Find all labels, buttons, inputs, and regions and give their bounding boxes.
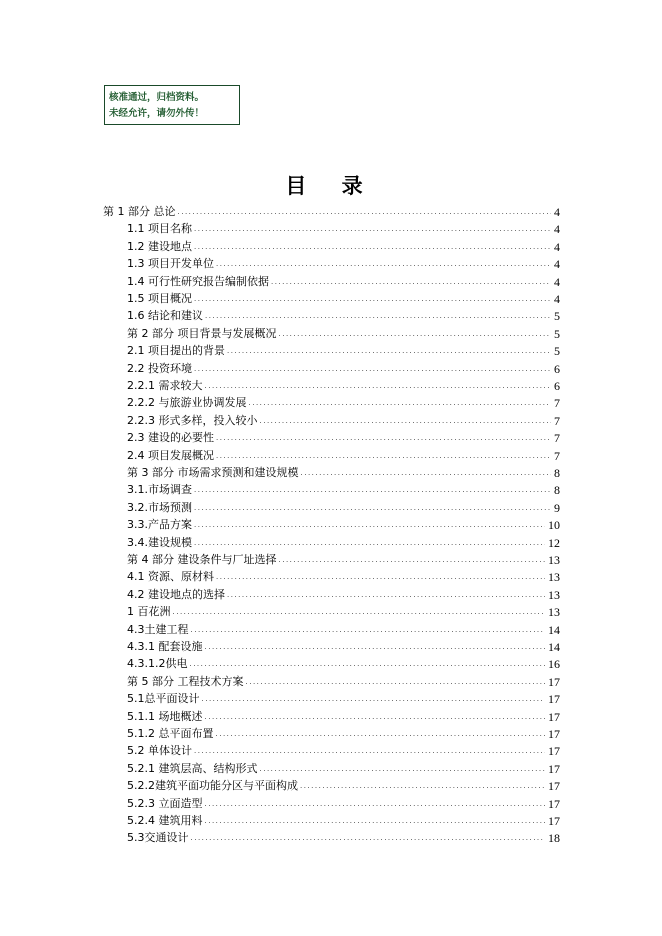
toc-leader-dots	[194, 241, 551, 254]
toc-entry-page: 6	[554, 379, 560, 393]
toc-entry[interactable]	[103, 202, 560, 219]
toc-entry[interactable]	[127, 637, 560, 654]
toc-entry[interactable]	[127, 741, 560, 758]
toc-entry-label: 3.2.市场预测	[127, 500, 192, 514]
toc-entry-label: 5.1总平面设计	[127, 692, 200, 706]
toc-entry[interactable]	[127, 219, 560, 236]
toc-entry-label: 5.2.1 建筑层高、结构形式	[127, 761, 258, 775]
toc-entry-label: 第 2 部分 项目背景与发展概况	[127, 326, 277, 340]
toc-entry-page: 4	[554, 239, 560, 254]
toc-entry-label: 1.1 项目名称	[127, 222, 192, 236]
toc-leader-dots	[205, 711, 546, 724]
toc-entry-label: 1 百花洲	[127, 605, 171, 619]
toc-entry-label: 5.2 单体设计	[127, 744, 192, 758]
toc-entry-page: 7	[554, 448, 560, 463]
toc-leader-dots	[194, 223, 551, 236]
toc-entry-label: 5.2.3 立面造型	[127, 796, 203, 810]
toc-entry[interactable]	[127, 828, 560, 845]
toc-entry-page: 16	[548, 657, 560, 672]
toc-leader-dots	[216, 450, 551, 463]
toc-entry[interactable]	[127, 393, 560, 410]
toc-entry[interactable]	[127, 707, 560, 724]
toc-entry-page: 7	[554, 396, 560, 411]
toc-entry[interactable]	[127, 411, 560, 428]
toc-entry-label: 2.2.2 与旅游业协调发展	[127, 396, 247, 410]
toc-entry-page: 4	[554, 274, 560, 289]
toc-entry-page: 12	[548, 535, 560, 550]
toc-entry-page: 5	[554, 344, 560, 359]
toc-entry-page: 14	[548, 640, 560, 654]
toc-entry-label: 2.4 项目发展概况	[127, 448, 214, 462]
toc-entry-label: 第 5 部分 工程技术方案	[127, 674, 244, 688]
toc-leader-dots	[191, 832, 546, 845]
toc-leader-dots	[260, 415, 552, 428]
toc-entry-page: 9	[554, 500, 560, 515]
toc-entry-page: 7	[554, 413, 560, 428]
toc-leader-dots	[216, 571, 545, 584]
toc-entry[interactable]	[127, 550, 560, 567]
toc-entry-label: 1.2 建设地点	[127, 239, 192, 253]
toc-leader-dots	[189, 658, 545, 671]
toc-entry[interactable]	[127, 776, 560, 793]
toc-leader-dots	[205, 641, 546, 654]
toc-entry[interactable]	[127, 428, 560, 445]
toc-entry-label: 5.1.1 场地概述	[127, 709, 203, 723]
toc-entry-page: 17	[548, 709, 560, 724]
toc-entry-label: 2.2 投资环境	[127, 361, 192, 375]
toc-entry-page: 13	[548, 587, 560, 602]
toc-entry-page: 6	[554, 361, 560, 376]
toc-entry-page: 17	[548, 761, 560, 776]
toc-entry-page: 13	[548, 553, 560, 567]
toc-entry-label: 第 1 部分 总论	[103, 205, 176, 218]
toc-leader-dots	[216, 432, 551, 445]
toc-entry-page: 8	[554, 466, 560, 480]
toc-leader-dots	[246, 676, 546, 689]
toc-entry[interactable]	[127, 811, 560, 828]
toc-entry-label: 3.3.产品方案	[127, 518, 192, 532]
toc-leader-dots	[173, 606, 546, 619]
toc-entry-page: 4	[554, 292, 560, 306]
toc-entry[interactable]	[127, 289, 560, 306]
toc-entry-label: 1.6 结论和建议	[127, 309, 203, 323]
toc-entry[interactable]	[127, 341, 560, 358]
toc-entry-page: 18	[548, 831, 560, 846]
toc-entry[interactable]	[127, 794, 560, 811]
page-title: 目 录	[285, 173, 377, 198]
toc-entry[interactable]	[127, 759, 560, 776]
toc-entry-page: 13	[548, 605, 560, 620]
toc-entry[interactable]	[127, 272, 560, 289]
toc-entry[interactable]	[127, 585, 560, 602]
toc-entry-page: 17	[548, 727, 560, 741]
toc-entry-page: 17	[548, 814, 560, 828]
toc-entry[interactable]	[127, 724, 560, 741]
toc-entry[interactable]	[127, 533, 560, 550]
toc-entry-label: 4.3.1.2供电	[127, 657, 188, 671]
toc-leader-dots	[205, 310, 551, 323]
stamp-line-1: 核准通过，归档资料。	[109, 92, 205, 103]
toc-leader-dots	[191, 624, 546, 637]
toc-entry-page: 4	[554, 257, 560, 272]
toc-leader-dots	[279, 554, 546, 567]
toc-entry-page: 5	[554, 309, 560, 324]
toc-entry-label: 2.1 项目提出的背景	[127, 344, 225, 358]
toc-entry-page: 17	[548, 779, 560, 794]
toc-entry-label: 5.2.4 建筑用料	[127, 814, 203, 827]
toc-entry[interactable]	[127, 498, 560, 515]
toc-entry-label: 1.4 可行性研究报告编制依据	[127, 274, 269, 288]
toc-entry-page: 17	[548, 744, 560, 759]
toc-entry[interactable]	[127, 463, 560, 480]
toc-leader-dots	[194, 745, 545, 758]
toc-leader-dots	[216, 258, 551, 271]
toc-entry-label: 第 3 部分 市场需求预测和建设规模	[127, 466, 299, 479]
toc-entry[interactable]	[127, 654, 560, 671]
toc-entry-page: 10	[548, 518, 560, 533]
toc-leader-dots	[227, 589, 545, 602]
toc-entry[interactable]	[127, 237, 560, 254]
toc-entry-page: 17	[548, 796, 560, 811]
toc-leader-dots	[205, 815, 546, 828]
toc-entry-page: 4	[554, 222, 560, 237]
toc-entry-page: 17	[548, 692, 560, 707]
toc-entry[interactable]	[127, 359, 560, 376]
toc-entry-page: 5	[554, 326, 560, 341]
toc-leader-dots	[271, 276, 551, 289]
toc-entry-label: 4.3.1 配套设施	[127, 640, 203, 653]
toc-leader-dots	[178, 206, 552, 219]
toc-leader-dots	[279, 328, 552, 341]
toc-entry[interactable]	[127, 602, 560, 619]
toc-leader-dots	[227, 345, 551, 358]
toc-entry[interactable]	[127, 515, 560, 532]
toc-entry-page: 7	[554, 431, 560, 446]
toc-leader-dots	[194, 502, 551, 515]
toc-entry-page: 4	[554, 205, 560, 219]
toc-entry[interactable]	[127, 689, 560, 706]
toc-entry[interactable]	[127, 480, 560, 497]
toc-entry-page: 8	[554, 483, 560, 498]
toc-leader-dots	[205, 798, 546, 811]
approval-stamp	[104, 85, 240, 125]
toc-entry-label: 2.3 建设的必要性	[127, 431, 214, 445]
toc-entry-page: 17	[548, 674, 560, 689]
toc-entry-label: 5.1.2 总平面布置	[127, 727, 214, 740]
toc-entry-label: 3.4.建设规模	[127, 535, 192, 549]
toc-leader-dots	[194, 293, 551, 306]
toc-leader-dots	[301, 467, 552, 480]
toc-leader-dots	[194, 484, 551, 497]
toc-leader-dots	[194, 519, 545, 532]
toc-entry-label: 1.3 项目开发单位	[127, 257, 214, 271]
toc-entry-label: 4.2 建设地点的选择	[127, 587, 225, 601]
toc-entry[interactable]	[127, 324, 560, 341]
toc-entry[interactable]	[127, 254, 560, 271]
toc-entry[interactable]	[127, 446, 560, 463]
toc-entry-label: 2.2.3 形式多样，投入较小	[127, 413, 258, 427]
toc-leader-dots	[194, 363, 551, 376]
toc-entry[interactable]	[127, 672, 560, 689]
toc-leader-dots	[216, 728, 546, 741]
toc-entry[interactable]	[127, 567, 560, 584]
toc-entry-label: 5.3交通设计	[127, 831, 189, 845]
toc-leader-dots	[202, 693, 546, 706]
toc-entry-page: 14	[548, 622, 560, 637]
toc-leader-dots	[194, 537, 545, 550]
toc-entry-label: 1.5 项目概况	[127, 292, 192, 305]
toc-entry-label: 3.1.市场调查	[127, 483, 192, 497]
toc-entry-label: 4.1 资源、原材料	[127, 570, 214, 584]
toc-leader-dots	[260, 763, 546, 776]
toc-entry-label: 第 4 部分 建设条件与厂址选择	[127, 553, 277, 566]
toc-entry-label: 2.2.1 需求较大	[127, 379, 203, 392]
toc-leader-dots	[249, 397, 552, 410]
toc-leader-dots	[205, 380, 552, 393]
toc-entry[interactable]	[127, 376, 560, 393]
stamp-line-2: 未经允许，请勿外传！	[109, 108, 205, 119]
toc-entry-label: 5.2.2建筑平面功能分区与平面构成	[127, 779, 298, 793]
toc-leader-dots	[300, 780, 545, 793]
toc-entry[interactable]	[127, 620, 560, 637]
toc-entry[interactable]	[127, 306, 560, 323]
toc-entry-page: 13	[548, 570, 560, 585]
toc-entry-label: 4.3土建工程	[127, 622, 189, 636]
